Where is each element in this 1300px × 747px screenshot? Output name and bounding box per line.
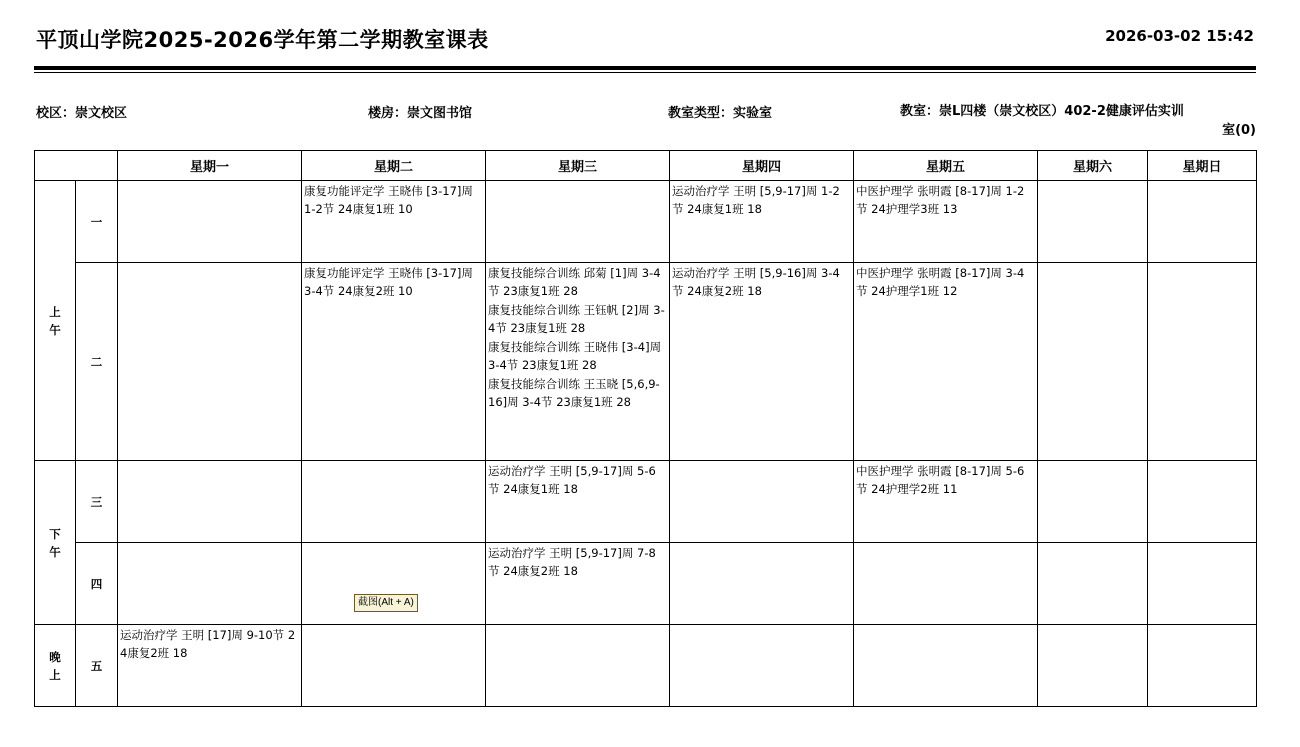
period-num-4: 四: [76, 543, 118, 625]
day-header-mon: 星期一: [118, 151, 302, 181]
day-header-tue: 星期二: [302, 151, 486, 181]
cell-p5-tue: [302, 625, 486, 707]
room-value-line1: 崇L四楼（崇文校区）402-2健康评估实训: [939, 104, 1184, 119]
header-rule-thick: [34, 66, 1256, 70]
morning-char-1: 上: [49, 304, 61, 319]
period-row-3: [35, 461, 1257, 543]
cell-p3-wed: [486, 461, 670, 543]
cell-p1-wed: [486, 181, 670, 263]
morning-group-label: [35, 181, 76, 461]
period-num-5: 五: [76, 625, 118, 707]
day-header-wed: 星期三: [486, 151, 670, 181]
room-info: [900, 102, 1256, 140]
course-entry: 康复技能综合训练 王钰帆 [2]周 3-4节 23康复1班 28: [488, 303, 665, 335]
cell-p3-fri: [854, 461, 1038, 543]
morning-char-2: 午: [49, 322, 61, 337]
course-entry: 康复技能综合训练 王玉晓 [5,6,9-16]周 3-4节 23康复1班 28: [488, 377, 660, 409]
period-num-2: 二: [76, 263, 118, 461]
cell-p5-thu: [670, 625, 854, 707]
cell-p2-wed: [486, 263, 670, 461]
day-header-thu: 星期四: [670, 151, 854, 181]
cell-p1-mon: [118, 181, 302, 263]
campus-label: 校区：: [36, 106, 76, 121]
cell-p1-sat: [1038, 181, 1148, 263]
cell-p1-fri: [854, 181, 1038, 263]
cell-p4-thu: [670, 543, 854, 625]
afternoon-char-2: 午: [49, 544, 61, 559]
cell-p1-thu: [670, 181, 854, 263]
cell-p2-sat: [1038, 263, 1148, 461]
cell-p4-wed: [486, 543, 670, 625]
day-header-sat: 星期六: [1038, 151, 1148, 181]
building-value: 崇文图书馆: [407, 106, 473, 121]
cell-p5-sat: [1038, 625, 1148, 707]
corner-header: [35, 151, 118, 181]
cell-p4-tue: [302, 543, 486, 625]
course-entry: 中医护理学 张明霞 [8-17]周 1-2节 24护理学3班 13: [856, 184, 1025, 216]
course-entry: 中医护理学 张明霞 [8-17]周 5-6节 24护理学2班 11: [856, 464, 1025, 496]
evening-group-label: [35, 625, 76, 707]
cell-p4-sat: [1038, 543, 1148, 625]
day-header-sun: 星期日: [1148, 151, 1257, 181]
cell-p3-sun: [1148, 461, 1257, 543]
period-num-1: 一: [76, 181, 118, 263]
cell-p5-mon: [118, 625, 302, 707]
room-type-info: [668, 102, 772, 121]
period-num-3: 三: [76, 461, 118, 543]
cell-p2-thu: [670, 263, 854, 461]
cell-p4-mon: [118, 543, 302, 625]
cell-p5-sun: [1148, 625, 1257, 707]
period-row-2: [35, 263, 1257, 461]
campus-value: 崇文校区: [75, 106, 128, 121]
cell-p4-fri: [854, 543, 1038, 625]
header-rule-thin: [34, 72, 1256, 73]
cell-p5-wed: [486, 625, 670, 707]
period-row-1: [35, 181, 1257, 263]
room-value-line2: 室(0): [1222, 123, 1256, 138]
cell-p1-sun: [1148, 181, 1257, 263]
day-header-row: [35, 151, 1257, 181]
cell-p3-mon: [118, 461, 302, 543]
print-timestamp: 2026-03-02 15:42: [1105, 27, 1254, 45]
cell-p3-thu: [670, 461, 854, 543]
cell-p2-mon: [118, 263, 302, 461]
course-entry: 康复功能评定学 王晓伟 [3-17]周 1-2节 24康复1班 10: [304, 184, 473, 216]
schedule-table: [34, 150, 1257, 707]
cell-p2-fri: [854, 263, 1038, 461]
course-entry: 中医护理学 张明霞 [8-17]周 3-4节 24护理学1班 12: [856, 266, 1025, 298]
cell-p1-tue: [302, 181, 486, 263]
course-entry: 康复功能评定学 王晓伟 [3-17]周 3-4节 24康复2班 10: [304, 266, 473, 298]
course-entry: 运动治疗学 王明 [5,9-16]周 3-4节 24康复2班 18: [672, 266, 840, 298]
building-info: [368, 102, 472, 121]
room-label: 教室：: [900, 104, 940, 119]
cell-p3-tue: [302, 461, 486, 543]
course-entry: 运动治疗学 王明 [5,9-17]周 1-2节 24康复1班 18: [672, 184, 840, 216]
course-entry: 康复技能综合训练 邱菊 [1]周 3-4节 23康复1班 28: [488, 266, 661, 298]
room-type-value: 实验室: [733, 106, 773, 121]
cell-p3-sat: [1038, 461, 1148, 543]
course-entry: 运动治疗学 王明 [17]周 9-10节 24康复2班 18: [120, 628, 296, 660]
cell-p2-sun: [1148, 263, 1257, 461]
period-row-5: [35, 625, 1257, 707]
screenshot-tooltip: 截图(Alt + A): [354, 594, 418, 612]
course-entry: 运动治疗学 王明 [5,9-17]周 7-8节 24康复2班 18: [488, 546, 656, 578]
cell-p5-fri: [854, 625, 1038, 707]
afternoon-group-label: [35, 461, 76, 625]
building-label: 楼房：: [368, 106, 408, 121]
course-entry: 康复技能综合训练 王晓伟 [3-4]周 3-4节 23康复1班 28: [488, 340, 662, 372]
campus-info: [36, 102, 127, 121]
course-entry: 运动治疗学 王明 [5,9-17]周 5-6节 24康复1班 18: [488, 464, 656, 496]
cell-p4-sun: [1148, 543, 1257, 625]
afternoon-char-1: 下: [49, 526, 61, 541]
page-title: 平顶山学院2025-2026学年第二学期教室课表: [36, 28, 489, 52]
cell-p2-tue: [302, 263, 486, 461]
room-type-label: 教室类型：: [668, 106, 734, 121]
day-header-fri: 星期五: [854, 151, 1038, 181]
period-row-4: [35, 543, 1257, 625]
evening-char-2: 上: [49, 667, 61, 682]
evening-char-1: 晚: [49, 649, 61, 664]
